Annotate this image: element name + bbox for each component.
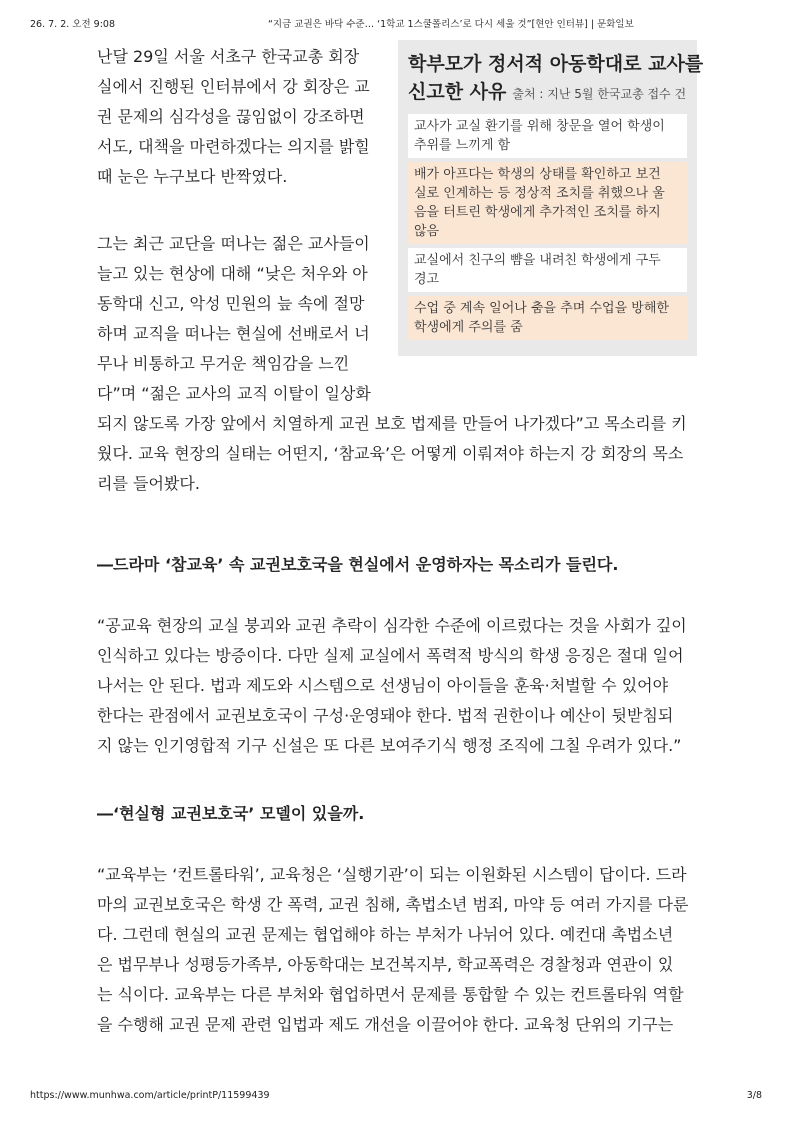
text-line: 난달 29일 서울 서초구 한국교총 회장 [97, 47, 360, 66]
sidebox-row [408, 114, 687, 158]
interview-answer-1 [97, 611, 687, 761]
interview-question-1: ―드라마 ‘참교육’ 속 교권보호국을 현실에서 운영하자는 목소리가 들린다. [97, 555, 619, 574]
text-line: 인식하고 있다는 방증이다. 다만 실제 교실에서 폭력적 방식의 학생 응징은 절대 일어 [97, 646, 684, 665]
text-line: 되지 않도록 가장 앞에서 치열하게 교권 보호 법제를 만들어 나가겠다”고 목소리를 키 [97, 414, 687, 433]
text-line: 동학대 신고, 악성 민원의 늪 속에 절망 [97, 294, 365, 313]
page-number: 3/8 [746, 1090, 762, 1101]
sidebox-row [408, 248, 687, 292]
text-line: 는 식이다. 교육부는 다른 부처와 협업하면서 문제를 통합할 수 있는 컨트롤타워 역할 [97, 985, 684, 1004]
text-line: 실에서 진행된 인터뷰에서 강 회장은 교 [97, 77, 370, 96]
text-line: 다. 그런데 현실의 교권 문제는 협업해야 하는 부처가 나뉘어 있다. 예컨대 촉법소년 [97, 925, 674, 944]
text-line: 때 눈은 누구보다 반짝였다. [97, 167, 288, 186]
text-line: 을 수행해 교권 문제 관련 입법과 제도 개선을 이끌어야 한다. 교육청 단위의 기구는 [97, 1015, 674, 1034]
text-line: 권 문제의 심각성을 끊임없이 강조하면 [97, 107, 365, 126]
sidebox-title-line1: 학부모가 정서적 아동학대로 교사를 [408, 53, 704, 75]
text-line: 한다는 관점에서 교권보호국이 구성·운영돼야 한다. 법적 권한이나 예산이 뒷받침되 [97, 706, 674, 725]
sidebox-title-line2: 신고한 사유 [408, 81, 507, 103]
print-datetime: 26. 7. 2. 오전 9:08 [30, 19, 116, 30]
text-line: 교실에서 친구의 뺨을 내려친 학생에게 구두 [414, 253, 661, 268]
text-line: 마의 교권보호국은 학생 간 폭력, 교권 침해, 촉법소년 범죄, 마약 등 여러 가지를 다룬 [97, 895, 689, 914]
sidebox-row [408, 162, 687, 244]
interview-question-2: ―‘현실형 교권보호국’ 모델이 있을까. [97, 804, 365, 823]
text-line: 음을 터트린 학생에게 추가적인 조치를 하지 [414, 205, 661, 220]
article-paragraph-2-continued [97, 409, 687, 499]
print-url: https://www.munhwa.com/article/printP/11599439 [30, 1090, 270, 1101]
text-line: 늘고 있는 현상에 대해 “낮은 처우와 아 [97, 264, 368, 283]
article-paragraph-2 [97, 229, 371, 409]
sidebox-row [408, 296, 687, 340]
text-line: 학생에게 주의를 줌 [414, 320, 523, 335]
text-line: 무나 비통하고 무거운 책임감을 느낀 [97, 354, 350, 373]
text-line: 그는 최근 교단을 떠나는 젊은 교사들이 [97, 234, 370, 253]
sidebox-source: 출처 : 지난 5월 한국교총 접수 건 [512, 87, 687, 101]
text-line: 지 않는 인기영합적 기구 신설은 또 다른 보여주기식 행정 조직에 그칠 우려가 있다.” [97, 736, 682, 755]
text-line: 경고 [414, 272, 440, 287]
article-paragraph-1 [97, 42, 370, 192]
text-line: 않음 [414, 224, 440, 239]
print-page-title: “지금 교권은 바닥 수준… ‘1학교 1스쿨폴리스’로 다시 세울 것”[현안 인터뷰] | 문화일보 [268, 19, 634, 30]
text-line: 서도, 대책을 마련하겠다는 의지를 밝힐 [97, 137, 370, 156]
info-sidebox [398, 40, 704, 356]
interview-answer-2 [97, 860, 688, 1040]
text-line: 웠다. 교육 현장의 실태는 어떤지, ‘참교육’은 어떻게 이뤄져야 하는지 강 회장의 목소 [97, 444, 684, 463]
text-line: “교육부는 ‘컨트롤타워’, 교육청은 ‘실행기관’이 되는 이원화된 시스템이 답이다. 드라 [97, 865, 687, 884]
text-line: 다”며 “젊은 교사의 교직 이탈이 일상화 [97, 384, 371, 403]
text-line: “공교육 현장의 교실 붕괴와 교권 추락이 심각한 수준에 이르렀다는 것을 사회가 깊이 [97, 616, 687, 635]
text-line: 수업 중 계속 일어나 춤을 추며 수업을 방해한 [414, 301, 669, 316]
text-line: 실로 인계하는 등 정상적 조치를 취했으나 울 [414, 186, 665, 201]
sidebox-rows [408, 114, 687, 340]
text-line: 교사가 교실 환기를 위해 창문을 열어 학생이 [414, 119, 665, 134]
text-line: 은 법무부나 성평등가족부, 아동학대는 보건복지부, 학교폭력은 경찰청과 연관이 있 [97, 955, 674, 974]
text-line: 하며 교직을 떠나는 현실에 선배로서 너 [97, 324, 370, 343]
text-line: 나서는 안 된다. 법과 제도와 시스템으로 선생님이 아이들을 훈육·처벌할 수 있어야 [97, 676, 669, 695]
text-line: 추위를 느끼게 함 [414, 138, 511, 153]
text-line: 배가 아프다는 학생의 상태를 확인하고 보건 [414, 167, 661, 182]
text-line: 리를 들어봤다. [97, 474, 200, 493]
